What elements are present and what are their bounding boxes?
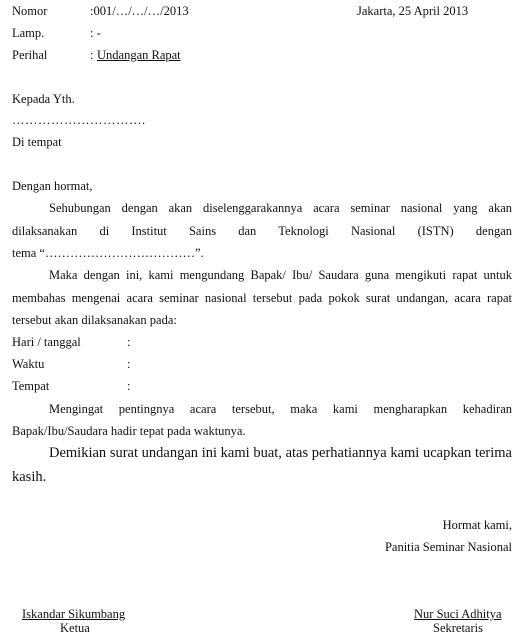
closing-committee: Panitia Seminar Nasional [384, 540, 512, 554]
recipient-to: Kepada Yth. [12, 92, 75, 106]
paragraph-4-line-1-text: Demikian surat undangan ini kami buat, atas perhatiannya kami ucapkan terima [49, 445, 512, 461]
paragraph-1-line-1-text: Sehubungan dengan akan diselenggarakannya acara seminar nasional yang akan [49, 201, 512, 215]
paragraph-1-line-2-text: dilaksanakan di Institut Sains dan Teknologi Nasional (ISTN) dengan [12, 224, 512, 238]
signature-left-title: Ketua [60, 621, 90, 635]
paragraph-2-line-2-text: membahas mengenai acara seminar nasional tersebut pada pokok surat undangan, acara rapat [12, 291, 512, 305]
detail-colon-time: : [127, 357, 131, 371]
paragraph-4-line-1 [49, 445, 512, 462]
signature-right-name: Nur Suci Adhitya [414, 607, 502, 621]
city-date: Jakarta, 25 April 2013 [357, 4, 469, 18]
signature-right-title: Sekretaris [433, 621, 483, 635]
paragraph-3-line-1 [49, 402, 512, 417]
recipient-place: Di tempat [12, 135, 62, 149]
greeting: Dengan hormat, [12, 179, 93, 193]
perihal-value: Undangan Rapat [97, 48, 181, 62]
nomor-value: :001/…/…/…/2013 [90, 4, 189, 18]
paragraph-4-line-2: kasih. [12, 469, 47, 485]
perihal-colon: : [90, 48, 94, 62]
lamp-label: Lamp. [12, 26, 45, 40]
paragraph-2-line-1 [49, 268, 512, 283]
paragraph-3-line-1-text: Mengingat pentingnya acara tersebut, maka kami mengharapkan kehadiran [49, 402, 512, 416]
paragraph-3-line-2: Bapak/Ibu/Saudara hadir tepat pada waktunya. [12, 424, 246, 438]
detail-colon-place: : [127, 379, 131, 393]
nomor-label: Nomor [12, 4, 48, 18]
paragraph-2-line-3: tersebut akan dilaksanakan pada: [12, 313, 177, 327]
closing-regards: Hormat kami, [442, 518, 512, 532]
lamp-value: : - [90, 26, 101, 40]
detail-label-date: Hari / tanggal [12, 335, 81, 349]
perihal-label: Perihal [12, 48, 48, 62]
paragraph-2-line-2 [12, 291, 512, 306]
detail-label-time: Waktu [12, 357, 45, 371]
detail-colon-date: : [127, 335, 131, 349]
signature-left-name: Iskandar Sikumbang [22, 607, 126, 621]
paragraph-1-line-1 [49, 201, 512, 216]
paragraph-1-line-2 [12, 224, 512, 239]
paragraph-1-line-3: tema “………………………………”. [12, 246, 204, 260]
detail-label-place: Tempat [12, 379, 50, 393]
paragraph-2-line-1-text: Maka dengan ini, kami mengundang Bapak/ Ibu/ Saudara guna mengikuti rapat untuk [49, 268, 512, 282]
recipient-dots: …………………………. [12, 113, 146, 127]
